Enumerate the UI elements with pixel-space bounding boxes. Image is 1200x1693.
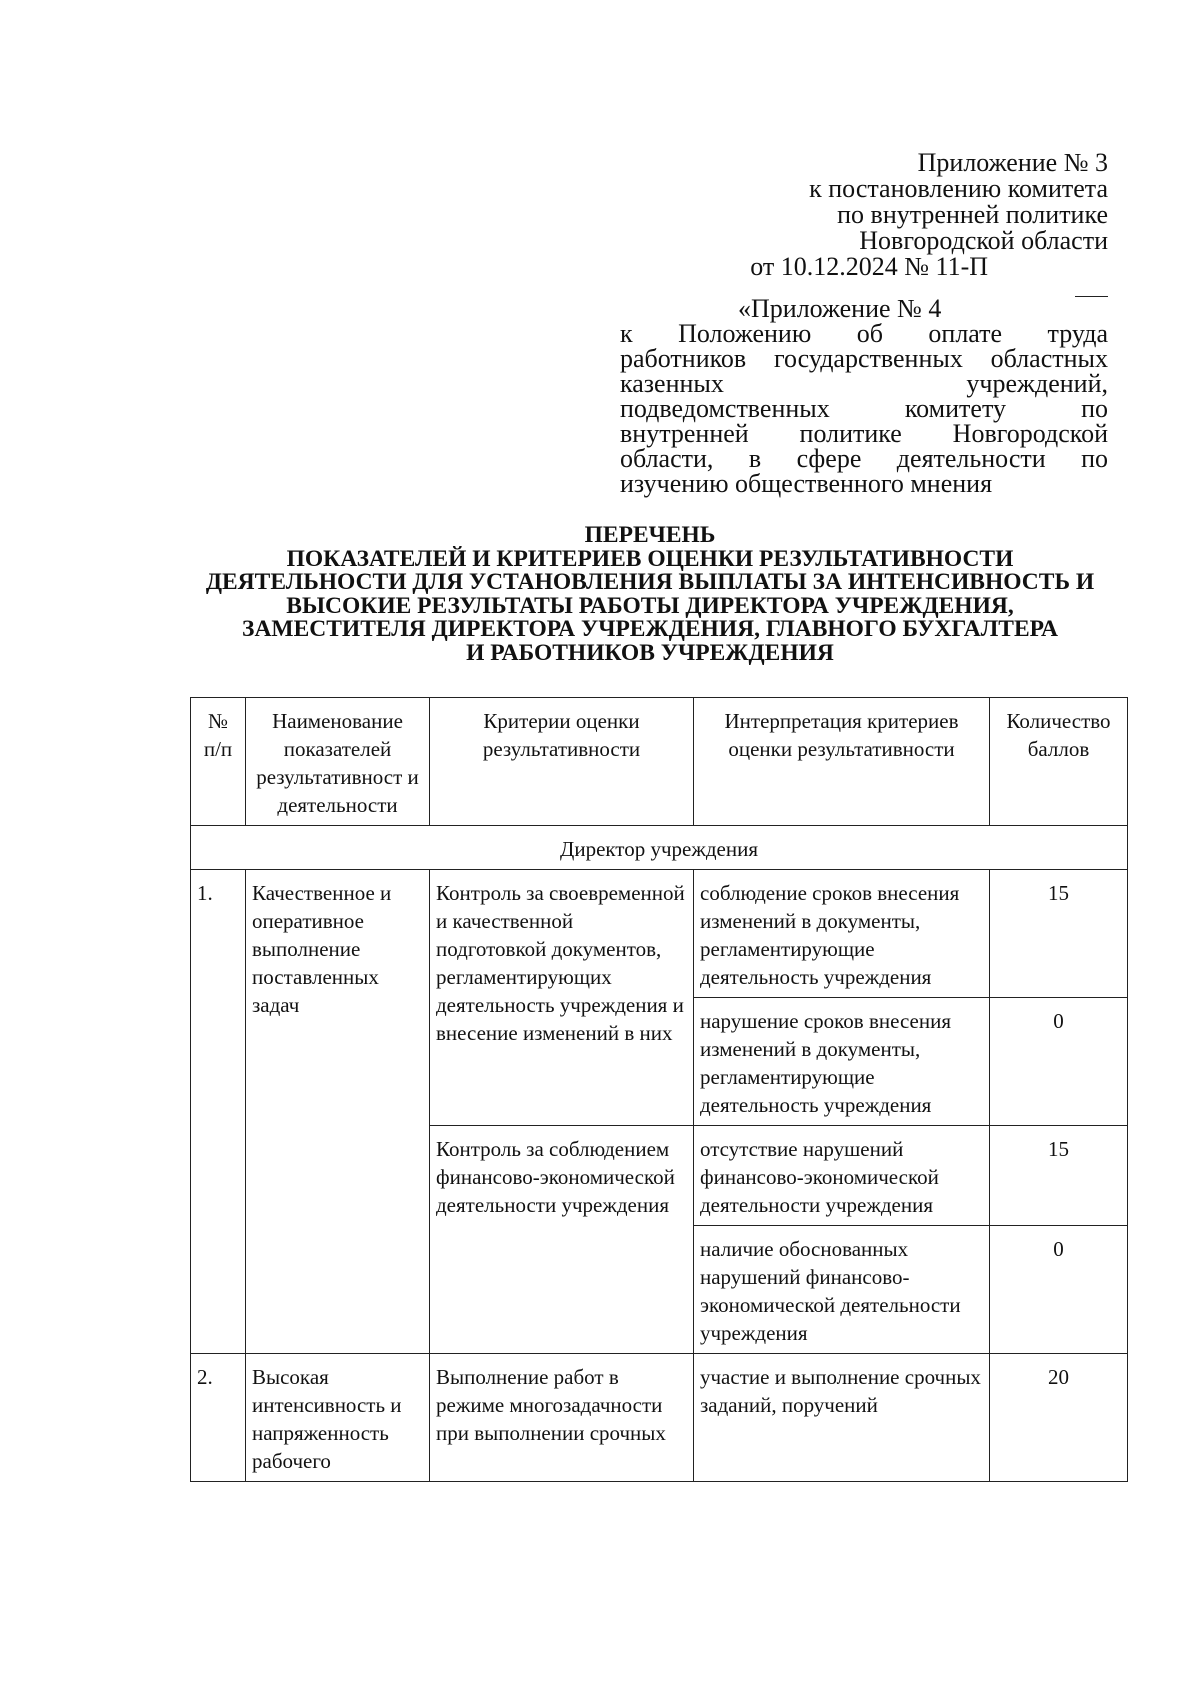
annex-quoted-line: области, в сфере деятельности по [620,444,1108,473]
annex-quoted-line: изучению общественного мнения [620,469,993,498]
annex-quoted-line: работников государственных областных [620,344,1108,373]
row-points: 0 [990,998,1128,1126]
row-criteria: Контроль за соблюдением финансово-экономической деятельности учреждения [430,1126,694,1354]
document-title [170,524,1130,665]
row-interpretation: отсутствие нарушений финансово-экономической деятельности учреждения [694,1126,990,1226]
annex-header-date: от 10.12.2024 № 11-П [750,252,988,281]
annex-quoted-line: к Положению об оплате труда [620,319,1108,348]
title-line: ЗАМЕСТИТЕЛЯ ДИРЕКТОРА УЧРЕЖДЕНИЯ, ГЛАВНОГО БУХГАЛТЕРА [242,616,1058,642]
header-interpretation: Интерпретация критериев оценки результативности [694,698,990,826]
annex-header-line: к постановлению комитета [809,174,1108,203]
annex-quoted-title: «Приложение № 4 [738,294,942,323]
table-row [191,1354,1128,1482]
row-interpretation: нарушение сроков внесения изменений в документы, регламентирующие деятельность учреждения [694,998,990,1126]
row-interpretation: участие и выполнение срочных заданий, поручений [694,1354,990,1482]
row-indicator: Качественное и оперативное выполнение поставленных задач [246,870,430,1354]
row-points: 20 [990,1354,1128,1482]
row-points: 15 [990,870,1128,998]
annex-quoted [620,296,1108,496]
title-line: ВЫСОКИЕ РЕЗУЛЬТАТЫ РАБОТЫ ДИРЕКТОРА УЧРЕЖДЕНИЯ, [286,592,1014,619]
title-line: И РАБОТНИКОВ УЧРЕЖДЕНИЯ [466,639,834,666]
header-num: № п/п [191,698,246,826]
annex-header-line: Новгородской области [859,226,1108,255]
header-indicator: Наименование показателей результативност и деятельности [246,698,430,826]
row-interpretation: наличие обоснованных нарушений финансово-экономической деятельности учреждения [694,1226,990,1354]
row-indicator: Высокая интенсивность и напряженность рабочего [246,1354,430,1482]
row-interpretation: соблюдение сроков внесения изменений в документы, регламентирующие деятельность учреждения [694,870,990,998]
annex-quoted-line: подведомственных комитету по [620,394,1108,423]
row-points: 0 [990,1226,1128,1354]
section-title: Директор учреждения [191,826,1128,870]
title-line: ПОКАЗАТЕЛЕЙ И КРИТЕРИЕВ ОЦЕНКИ РЕЗУЛЬТАТИВНОСТИ [286,545,1014,572]
annex-quoted-line: казенных учреждений, [620,369,1108,398]
annex-header-line: Приложение № 3 [917,148,1108,177]
annex-header [688,150,1108,280]
header-points: Количество баллов [990,698,1128,826]
title-line: ДЕЯТЕЛЬНОСТИ ДЛЯ УСТАНОВЛЕНИЯ ВЫПЛАТЫ ЗА ИНТЕНСИВНОСТЬ И [205,569,1095,595]
row-num: 2. [191,1354,246,1482]
row-points: 15 [990,1126,1128,1226]
row-num: 1. [191,870,246,1354]
table-header-row [191,698,1128,826]
annex-header-line: по внутренней политике [837,200,1108,229]
row-criteria: Контроль за своевременной и качественной подготовкой документов, регламентирующих деятельность учреждения и внесение изменений в них [430,870,694,1126]
annex-quoted-line: внутренней политике Новгородской [620,419,1108,448]
title-line: ПЕРЕЧЕНЬ [584,522,716,548]
criteria-table [190,697,1128,1482]
header-criteria: Критерии оценки результативности [430,698,694,826]
section-row [191,826,1128,870]
table-row [191,870,1128,998]
row-criteria: Выполнение работ в режиме многозадачности при выполнении срочных [430,1354,694,1482]
